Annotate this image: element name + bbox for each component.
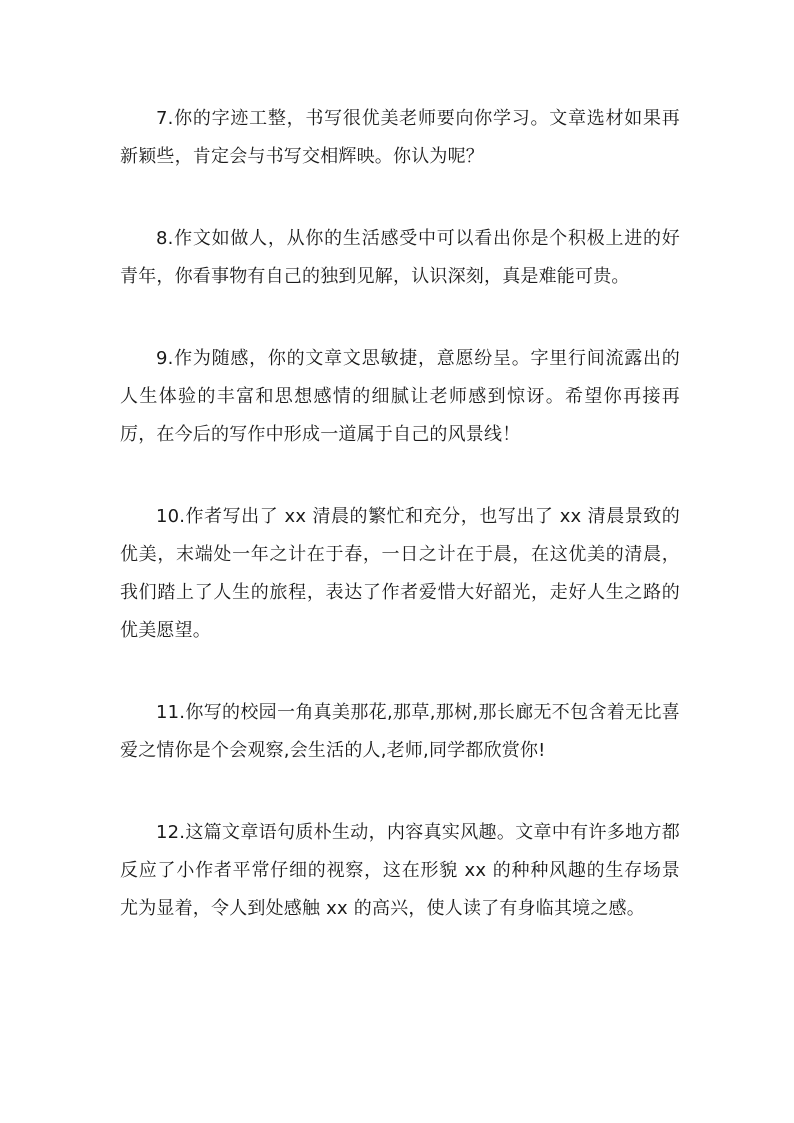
comment-paragraph-7: 7.你的字迹工整，书写很优美老师要向你学习。文章选材如果再新颖些，肯定会与书写交相辉映。你认为呢？ — [120, 108, 680, 167]
document-body — [120, 100, 680, 972]
comment-paragraph-12: 12.这篇文章语句质朴生动，内容真实风趣。文章中有许多地方都反应了小作者平常仔细的视察，这在形貌 xx 的种种风趣的生存场景尤为显着，令人到处感触 xx 的高兴，使人读了有身临其境之感。 — [120, 822, 680, 919]
comment-paragraph-11: 11.你写的校园一角真美那花,那草,那树,那长廊无不包含着无比喜爱之情你是个会观察,会生活的人,老师,同学都欣赏你! — [120, 702, 680, 761]
comment-paragraph-8: 8.作文如做人，从你的生活感受中可以看出你是个积极上进的好青年，你看事物有自己的独到见解，认识深刻，真是难能可贵。 — [120, 228, 680, 287]
comment-paragraph-10: 10.作者写出了 xx 清晨的繁忙和充分，也写出了 xx 清晨景致的优美，末端处一年之计在于春，一日之计在于晨，在这优美的清晨，我们踏上了人生的旅程，表达了作者爱惜大好韶光，走好人生之路的优美愿望。 — [120, 506, 680, 641]
comment-paragraph-9: 9.作为随感，你的文章文思敏捷，意愿纷呈。字里行间流露出的人生体验的丰富和思想感情的细腻让老师感到惊讶。希望你再接再厉，在今后的写作中形成一道属于自己的风景线！ — [120, 348, 680, 445]
